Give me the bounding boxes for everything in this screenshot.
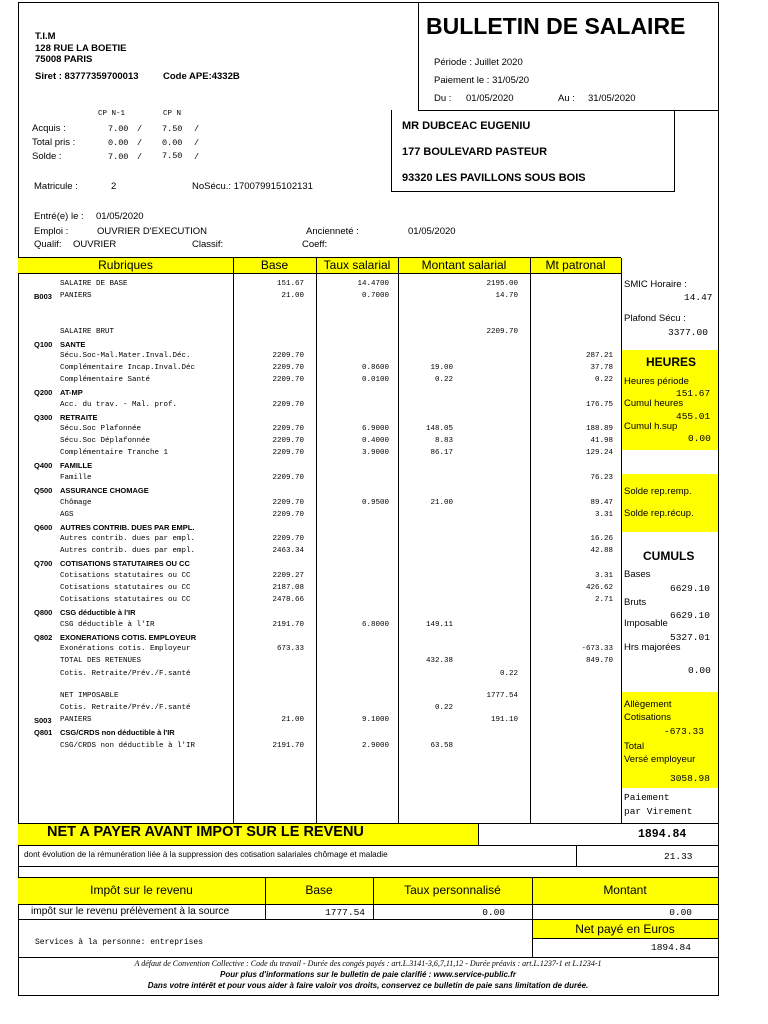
imposable-value: 5327.01 (670, 632, 710, 643)
nosecu: NoSécu.: 170079915102131 (192, 181, 313, 192)
plafond-value: 3377.00 (668, 327, 708, 338)
solde-panel (622, 474, 718, 532)
table-row (0, 292, 768, 304)
row-montant: 86.17 (430, 449, 453, 457)
net-bottom-line (18, 845, 718, 846)
row-label: AGS (60, 511, 74, 519)
cp-acquis-n1: 7.00 (108, 124, 129, 134)
heures-periode-label: Heures période (624, 376, 689, 387)
row-label: Sécu.Soc-Mal.Mater.Inval.Déc. (60, 352, 191, 360)
row-code: Q801 (34, 728, 53, 737)
row-patronal: 287.21 (585, 352, 613, 360)
row-label: Cotis. Retraite/Prév./F.santé (60, 670, 191, 678)
row-patronal: 42.88 (590, 547, 613, 555)
row-label: Cotisations statutaires ou CC (60, 596, 191, 604)
row-base: 2209.70 (272, 425, 304, 433)
row-montant: 148.05 (425, 425, 453, 433)
row-label: Famille (60, 474, 92, 482)
row-section-label: COTISATIONS STATUTAIRES OU CC (60, 559, 190, 568)
services-label: Services à la personne: entreprises (35, 938, 204, 947)
row-label: SALAIRE BRUT (60, 328, 115, 336)
row-label: Cotisations statutaires ou CC (60, 584, 191, 592)
net-euros-value: 1894.84 (651, 942, 691, 953)
verse-label: Versé employeur (624, 754, 696, 765)
table-row (0, 670, 768, 682)
row-code: Q300 (34, 413, 53, 422)
emploi-label: Emploi : (34, 226, 69, 237)
row-montant-total: 14.70 (495, 292, 518, 300)
row-montant-total: 1777.54 (486, 692, 518, 700)
impot-montant: 0.00 (669, 907, 692, 918)
row-base: 2209.70 (272, 401, 304, 409)
row-taux: 0.4000 (361, 437, 389, 445)
cp-pris-n1: 0.00 (108, 138, 129, 148)
row-base: 2209.70 (272, 449, 304, 457)
row-label: PANIERS (60, 292, 92, 300)
header-taux: Taux salarial (323, 258, 391, 272)
row-code: B003 (34, 292, 52, 301)
period-from-label: Du : (434, 93, 452, 104)
emploi: OUVRIER D'EXECUTION (97, 226, 208, 237)
row-base: 2209.27 (272, 572, 304, 580)
row-code: Q800 (34, 608, 53, 617)
row-montant: 432.38 (425, 657, 453, 665)
table-row (0, 596, 768, 608)
employer-name: T.I.M (35, 31, 56, 42)
row-base: 2209.70 (272, 437, 304, 445)
row-patronal: 0.22 (594, 376, 613, 384)
cumul-heures: 455.01 (676, 411, 711, 422)
row-code: S003 (34, 716, 52, 725)
table-row (0, 461, 768, 473)
impot-top-line (18, 877, 718, 878)
row-section-label: AUTRES CONTRIB. DUES PAR EMPL. (60, 523, 195, 532)
impot-header-montant: Montant (603, 883, 647, 897)
row-label: Acc. du trav. - Mal. prof. (60, 401, 178, 409)
row-patronal: 3.31 (594, 511, 613, 519)
row-base: 2478.66 (272, 596, 304, 604)
impot-label: impôt sur le revenu prélèvement à la source (31, 906, 230, 917)
coeff-label: Coeff: (302, 239, 328, 250)
allegement-label: Allègement (624, 699, 672, 710)
paiement-line1: Paiement (624, 792, 670, 803)
impot-header-label: Impôt sur le revenu (90, 883, 193, 897)
row-montant: 149.11 (425, 621, 453, 629)
cumuls-title: CUMULS (643, 549, 695, 563)
heures-periode: 151.67 (676, 388, 711, 399)
row-montant-total: 191.10 (490, 716, 518, 724)
row-code: Q100 (34, 340, 53, 349)
row-section-label: EXONERATIONS COTIS. EMPLOYEUR (60, 633, 197, 642)
table-row (0, 328, 768, 340)
header-base: Base (260, 258, 289, 272)
frame-bottom (18, 995, 719, 996)
row-label: Complémentaire Santé (60, 376, 151, 384)
cp-pris-n: 0.00 (162, 138, 183, 148)
row-section-label: CSG/CRDS non déductible à l'IR (60, 728, 175, 737)
row-taux: 0.8600 (361, 364, 389, 372)
row-base: 2187.08 (272, 584, 304, 592)
cumul-heures-label: Cumul heures (624, 398, 684, 409)
row-patronal: 849.70 (585, 657, 613, 665)
row-code: Q600 (34, 523, 53, 532)
row-label: Sécu.Soc Plafonnée (60, 425, 142, 433)
row-section-label: ASSURANCE CHOMAGE (60, 486, 149, 495)
row-base: 2209.70 (272, 474, 304, 482)
evolution-divider (576, 845, 577, 866)
row-montant-total: 2209.70 (486, 328, 518, 336)
employee-address: 177 BOULEVARD PASTEUR (402, 146, 548, 158)
document-title: BULLETIN DE SALAIRE (426, 13, 686, 39)
title-divider (418, 2, 419, 110)
row-label: Exonérations cotis. Employeur (60, 645, 191, 653)
period-label: Période : Juillet 2020 (434, 57, 523, 68)
row-section-label: CSG déductible à l'IR (60, 608, 136, 617)
footer-line3: Dans votre intérêt et pour vous aider à faire valoir vos droits, conservez ce bulletin de paie sans limitation de durée. (147, 981, 589, 990)
hrs-value: 0.00 (688, 665, 711, 676)
heures-title: HEURES (646, 355, 697, 369)
row-taux: 6.9000 (361, 425, 389, 433)
evolution-label: dont évolution de la rémunération liée à la suppression des cotisation salariales chômage et maladie (24, 850, 388, 859)
footer-line2: Pour plus d'informations sur le bulletin de paie clarifié : www.service-public.fr (220, 970, 516, 979)
cp-n1-header: CP N-1 (98, 110, 126, 118)
footer-line1: A défaut de Convention Collective : Code du travail - Durée des congés payés : art.L.3141-3,6,7,11,12 - Durée préavis : art.L.1237-1 et L.1234-1 (134, 959, 602, 968)
row-base: 2209.70 (272, 499, 304, 507)
row-label: Autres contrib. dues par empl. (60, 535, 196, 543)
table-row (0, 584, 768, 596)
cp-sep: / (194, 124, 200, 134)
employee-name: MR DUBCEAC EUGENIU (402, 120, 531, 132)
row-section-label: SANTE (60, 340, 86, 349)
row-patronal: 426.62 (585, 584, 613, 592)
anciennete: 01/05/2020 (408, 226, 456, 237)
net-divider (478, 823, 479, 845)
employer-ape: Code APE:4332B (163, 71, 240, 82)
net-euros-bottom (18, 957, 718, 958)
row-taux: 14.4700 (357, 280, 389, 288)
row-base: 2191.70 (272, 742, 304, 750)
matricule: 2 (111, 181, 117, 192)
row-label: TOTAL DES RETENUES (60, 657, 142, 665)
row-patronal: 16.26 (590, 535, 613, 543)
employer-address: 128 RUE LA BOETIE (35, 43, 127, 54)
bases-value: 6629.10 (670, 583, 710, 594)
cp-sep: / (194, 152, 200, 162)
impot-taux: 0.00 (482, 907, 505, 918)
imposable-label: Imposable (624, 618, 668, 629)
row-montant: 21.00 (430, 499, 453, 507)
row-taux: 3.9000 (361, 449, 389, 457)
row-base: 2209.70 (272, 535, 304, 543)
cp-solde-n: 7.50 (162, 151, 183, 161)
table-row (0, 657, 768, 669)
impot-header-base: Base (305, 883, 333, 897)
header-patronal: Mt patronal (545, 258, 606, 272)
header-rubriques: Rubriques (98, 258, 153, 272)
solde-remp: Solde rep.remp. (624, 486, 692, 497)
frame-top (18, 2, 719, 3)
plafond-label: Plafond Sécu : (624, 313, 686, 324)
paiement-line2: par Virement (624, 806, 693, 817)
cp-solde-label: Solde : (32, 151, 62, 162)
row-base: 21.00 (281, 292, 304, 300)
row-label: Cotis. Retraite/Prév./F.santé (60, 704, 191, 712)
row-label: CSG déductible à l'IR (60, 621, 155, 629)
row-code: Q200 (34, 388, 53, 397)
verse-value: 3058.98 (670, 773, 710, 784)
row-montant-total: 2195.00 (486, 280, 518, 288)
row-label: Chômage (60, 499, 92, 507)
row-label: Cotisations statutaires ou CC (60, 572, 191, 580)
evolution-bottom-line (18, 866, 718, 867)
cumul-hsup-label: Cumul h.sup (624, 421, 678, 432)
evolution-value: 21.33 (664, 851, 693, 862)
allegement-value: -673.33 (664, 726, 704, 737)
impot-base: 1777.54 (325, 907, 365, 918)
row-patronal: 41.98 (590, 437, 613, 445)
row-patronal: -673.33 (581, 645, 613, 653)
employer-city: 75008 PARIS (35, 54, 93, 65)
bruts-value: 6629.10 (670, 610, 710, 621)
qualif: OUVRIER (73, 239, 117, 250)
header-montant: Montant salarial (421, 258, 507, 272)
net-euros-line (532, 938, 718, 939)
row-section-label: RETRAITE (60, 413, 98, 422)
entree: 01/05/2020 (96, 211, 144, 222)
payment-date: Paiement le : 31/05/20 (434, 75, 530, 86)
bruts-label: Bruts (624, 597, 647, 608)
row-montant-total: 0.22 (499, 670, 518, 678)
row-base: 2463.34 (272, 547, 304, 555)
row-base: 2209.70 (272, 511, 304, 519)
row-base: 151.67 (276, 280, 304, 288)
employer-siret: Siret : 83777359700013 (35, 71, 139, 82)
cp-acquis-label: Acquis : (32, 123, 66, 134)
bases-label: Bases (624, 569, 651, 580)
cp-sep: / (194, 138, 200, 148)
cp-pris-label: Total pris : (32, 137, 76, 148)
impot-header-taux: Taux personnalisé (404, 883, 501, 897)
row-montant: 8.83 (434, 437, 453, 445)
net-label: NET A PAYER AVANT IMPOT SUR LE REVENU (47, 824, 364, 840)
entree-label: Entré(e) le : (34, 211, 84, 222)
classif-label: Classif: (192, 239, 224, 250)
total-label: Total (624, 741, 645, 752)
anciennete-label: Ancienneté : (306, 226, 359, 237)
table-row (0, 535, 768, 547)
row-code: Q500 (34, 486, 53, 495)
cumul-hsup: 0.00 (688, 433, 711, 444)
cp-sep: / (137, 152, 143, 162)
row-code: Q400 (34, 461, 53, 470)
row-montant: 0.22 (434, 376, 453, 384)
smic-value: 14.47 (684, 292, 713, 303)
net-value: 1894.84 (638, 828, 687, 841)
table-row (0, 449, 768, 461)
row-montant: 0.22 (434, 704, 453, 712)
row-montant: 19.00 (430, 364, 453, 372)
row-label: CSG/CRDS non déductible à l'IR (60, 742, 196, 750)
row-base: 2191.70 (272, 621, 304, 629)
row-patronal: 37.78 (590, 364, 613, 372)
row-base: 2209.70 (272, 364, 304, 372)
row-patronal: 89.47 (590, 499, 613, 507)
impot-header-line (18, 904, 718, 905)
row-label: Complémentaire Incap.Inval.Déc (60, 364, 196, 372)
row-taux: 0.9500 (361, 499, 389, 507)
solde-recup: Solde rep.récup. (624, 508, 694, 519)
row-section-label: AT-MP (60, 388, 83, 397)
row-taux: 6.8000 (361, 621, 389, 629)
smic-label: SMIC Horaire : (624, 279, 687, 290)
cp-sep: / (137, 124, 143, 134)
row-base: 21.00 (281, 716, 304, 724)
row-patronal: 3.31 (594, 572, 613, 580)
row-label: PANIERS (60, 716, 92, 724)
qualif-label: Qualif: (34, 239, 62, 250)
row-base: 673.33 (276, 645, 304, 653)
hrs-label: Hrs majorées (624, 642, 681, 653)
cotisations-label: Cotisations (624, 712, 671, 723)
cp-solde-n1: 7.00 (108, 152, 129, 162)
period-to: 31/05/2020 (588, 93, 636, 104)
row-taux: 2.9000 (361, 742, 389, 750)
row-taux: 9.1000 (361, 716, 389, 724)
row-montant: 63.58 (430, 742, 453, 750)
row-label: SALAIRE DE BASE (60, 280, 128, 288)
cp-n-header: CP N (163, 110, 182, 118)
row-patronal: 76.23 (590, 474, 613, 482)
table-row (0, 572, 768, 584)
net-euros-label: Net payé en Euros (575, 922, 675, 936)
row-base: 2209.70 (272, 352, 304, 360)
cp-acquis-n: 7.50 (162, 124, 183, 134)
row-label: Complémentaire Tranche 1 (60, 449, 169, 457)
row-patronal: 176.75 (585, 401, 613, 409)
row-code: Q700 (34, 559, 53, 568)
period-to-label: Au : (558, 93, 575, 104)
row-base: 2209.70 (272, 376, 304, 384)
row-code: Q802 (34, 633, 53, 642)
matricule-label: Matricule : (34, 181, 78, 192)
row-patronal: 129.24 (585, 449, 613, 457)
row-section-label: FAMILLE (60, 461, 93, 470)
row-label: Sécu.Soc Déplafonnée (60, 437, 151, 445)
period-from: 01/05/2020 (466, 93, 514, 104)
row-label: NET IMPOSABLE (60, 692, 119, 700)
cp-sep: / (137, 138, 143, 148)
row-taux: 0.7000 (361, 292, 389, 300)
row-patronal: 2.71 (594, 596, 613, 604)
row-label: Autres contrib. dues par empl. (60, 547, 196, 555)
row-patronal: 188.89 (585, 425, 613, 433)
row-taux: 0.0100 (361, 376, 389, 384)
employee-city: 93320 LES PAVILLONS SOUS BOIS (402, 172, 586, 184)
